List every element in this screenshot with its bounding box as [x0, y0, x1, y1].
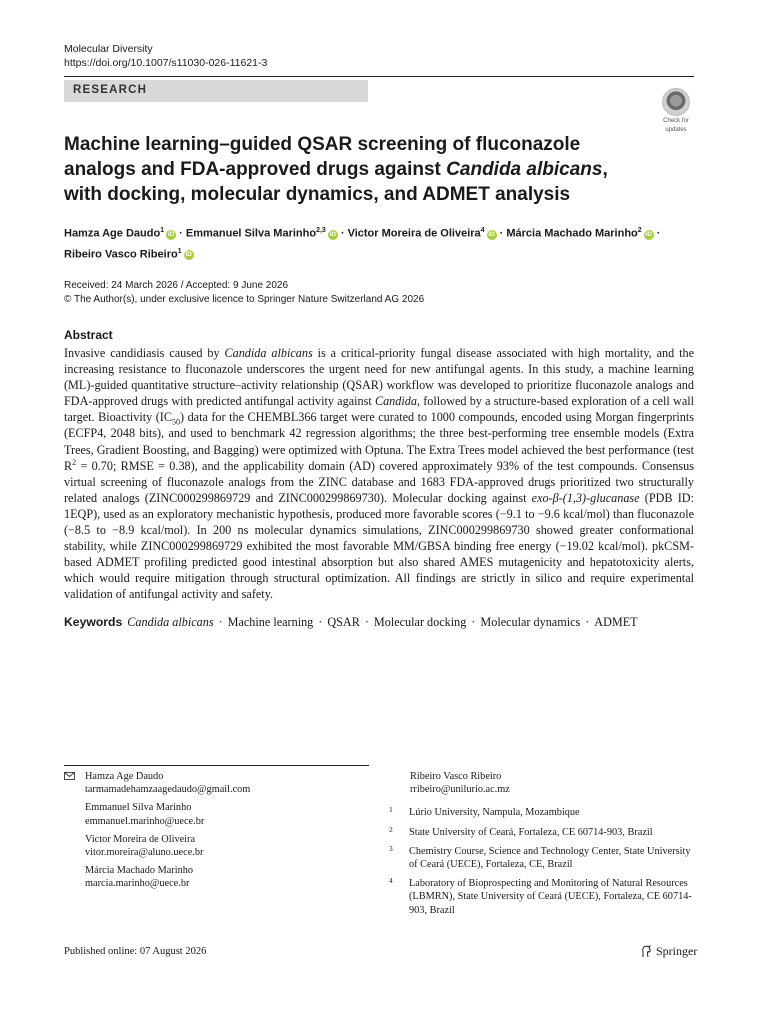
author-affil-sup: 1 — [177, 247, 182, 255]
affiliation-text: State University of Ceará, Fortaleza, CE 60714-903, Brazil — [409, 826, 653, 838]
contact-name: Emmanuel Silva Marinho — [85, 802, 192, 814]
contact-email[interactable]: marcia.marinho@uece.br — [85, 878, 190, 890]
publisher-name: Springer — [656, 944, 698, 958]
updates-caption-1: Check for — [663, 118, 689, 124]
keyword-separator: · — [471, 615, 476, 629]
keywords-heading: Keywords — [64, 615, 123, 629]
updates-badge — [662, 88, 690, 116]
contact-email[interactable]: emmanuel.marinho@uece.br — [85, 815, 205, 827]
article-dates — [64, 279, 424, 307]
received-accepted: Received: 24 March 2026 / Accepted: 9 June 2026 — [64, 280, 289, 291]
title-text-1: Machine learning–guided QSAR screening of fluconazole analogs and FDA-approved drugs against — [64, 134, 581, 180]
author-name[interactable]: Hamza Age Daudo — [64, 227, 161, 240]
author-affil-sup: 2,3 — [316, 227, 326, 234]
contact-entry — [64, 801, 364, 827]
keyword: ADMET — [594, 615, 638, 629]
contact-name: Ribeiro Vasco Ribeiro — [410, 771, 502, 782]
abstract-body — [64, 345, 694, 603]
author-name[interactable]: Márcia Machado Marinho — [506, 227, 638, 240]
affiliation — [389, 845, 699, 871]
title-text-2: , with docking, molecular dynamics, and ADMET analysis — [64, 159, 608, 205]
abstract-text: = 0.70; RMSE = 0.38), and the applicability domain (AD) covered approximately 93% of the test compounds. Consensus virtual screening of fluconazole analogs from the ZINC database and 1683 FDA-approved drugs prioritized two structurally related analogs (ZINC000299869729 and ZINC000299869730). Molecular docking against — [64, 458, 694, 505]
publisher-logo — [640, 944, 697, 959]
keyword-separator: · — [218, 615, 223, 629]
orcid-icon[interactable]: iD — [488, 230, 495, 238]
abstract-superscript: 2 — [72, 457, 77, 467]
affiliation — [389, 877, 699, 917]
abstract-heading: Abstract — [64, 328, 113, 342]
author-name[interactable]: Emmanuel Silva Marinho — [185, 227, 317, 240]
abstract-italic: Candida — [374, 394, 417, 409]
section-label: RESEARCH — [73, 84, 148, 96]
envelope-icon — [64, 772, 75, 780]
author-name[interactable]: Victor Moreira de Oliveira — [347, 227, 481, 240]
abstract-text: , followed by a structure-based exploration of a cell wall target. Bioactivity (IC — [64, 394, 694, 425]
published-online: Published online: 07 August 2026 — [64, 946, 207, 957]
contact-entry — [64, 770, 364, 796]
author-name[interactable]: Ribeiro Vasco Ribeiro — [64, 248, 178, 261]
contact-entry — [64, 833, 364, 859]
keyword-separator: · — [585, 615, 590, 629]
affiliation-number: 4 — [389, 876, 393, 886]
contact-name: Márcia Machado Marinho — [85, 865, 194, 877]
article-title — [64, 132, 644, 207]
journal-name: Molecular Diversity — [64, 43, 153, 55]
copyright-line: © The Author(s), under exclusive licence to Springer Nature Switzerland AG 2026 — [64, 294, 425, 305]
keyword: Molecular dynamics — [480, 615, 581, 629]
abstract-italic: exo-β-(1,3)-glucanase — [531, 490, 640, 505]
author-affil-sup: 1 — [160, 227, 165, 234]
contact-email[interactable]: tarmamadehamzaagedaudo@gmail.com — [85, 784, 251, 796]
abstract-text: (PDB ID: 1EQP), used as an exploratory mechanistic hypothesis, produced more favorable scores (−9.1 to −9.6 kcal/mol) than fluconazole (−8.5 to −8.9 kcal/mol). In 200 ns molecular dynamics simulations, ZINC000299869730 showed greater conformational stability, while ZINC000299869729 exhibited the most favorable MM/GBSA binding free energy (−19.02 kcal/mol). pkCSM-based ADMET profiling predicted good intestinal absorption but also shared AMES mutagenicity and hepatotoxicity alerts, which would require mitigation through structural optimization. All findings are strictly in silico and require experimental validation of antifungal activity and safety. — [64, 490, 694, 602]
contact-email[interactable]: rribeiro@unilurio.ac.mz — [410, 784, 510, 796]
orcid-icon[interactable]: iD — [645, 230, 652, 238]
affiliation-number: 1 — [389, 805, 393, 815]
orcid-icon[interactable]: iD — [167, 230, 175, 238]
keyword: Candida albicans — [127, 615, 214, 629]
abstract-subscript: 50 — [172, 417, 180, 427]
affiliation-text: Chemistry Course, Science and Technology Center, State University of Ceará (UECE), Fortaleza, CE, Brazil — [409, 845, 691, 871]
affiliation — [389, 806, 699, 819]
affiliation-number: 3 — [389, 843, 393, 853]
title-italic: Candida albicans — [446, 159, 603, 180]
keyword: Molecular docking — [373, 615, 467, 629]
author-list: Hamza Age Daudo$^1$iD · Emmanuel Silva Marinho$^{2,3}$iD · Victor Moreira de Oliveira$^4$iD · Márcia Machado Marinho$^2$iD · Ribeiro Vasco Ribeiro$^1$iD — [64, 227, 661, 261]
keyword: Machine learning — [227, 615, 314, 629]
journal-header — [64, 42, 267, 70]
affiliation-text: Laboratory of Bioprospecting and Monitoring of Natural Resources (LBMRN), State University of Ceará (UECE), Fortaleza, CE 60714-903, Brazil — [409, 878, 692, 916]
contact-name: Hamza Age Daudo — [85, 771, 164, 782]
contact-name: Victor Moreira de Oliveira — [85, 833, 196, 845]
abstract-text: is a critical-priority fungal disease associated with high mortality, and the increasing resistance to fluconazole underscores the urgent need for new antifungal agents. In this study, a machine learning (ML)-guided quantitative structure–activity relationship (QSAR) workflow was developed to prioritize fluconazole analogs and FDA-approved drugs with predicted antifungal activity against — [64, 346, 694, 409]
updates-caption-2: updates — [665, 127, 687, 133]
contact-entry — [389, 770, 699, 796]
contact-email[interactable]: vitor.moreira@aluno.uece.br — [85, 847, 204, 859]
orcid-icon[interactable]: iD — [329, 230, 337, 238]
header-rule — [64, 76, 694, 77]
abstract-italic: Candida albicans — [224, 346, 313, 360]
keyword-separator: · — [364, 615, 369, 629]
keyword-separator: · — [318, 615, 323, 629]
contact-entry — [64, 864, 364, 890]
check-for-updates-icon[interactable] — [656, 88, 696, 133]
abstract-text: Invasive candidiasis caused by — [64, 346, 225, 360]
doi-link[interactable]: https://doi.org/10.1007/s11030-026-11621-3 — [64, 57, 268, 69]
keywords-line — [64, 614, 694, 630]
affiliation-text: Lúrio University, Nampula, Mozambique — [409, 807, 580, 819]
springer-horse-icon — [640, 945, 652, 958]
affiliations-column — [389, 770, 699, 923]
author-affil-sup: 2 — [637, 227, 642, 234]
contact-list — [64, 770, 364, 896]
footnote-rule — [64, 765, 369, 766]
affiliation-number: 2 — [389, 824, 393, 834]
section-bar — [64, 80, 368, 102]
author-affil-sup: 4 — [480, 227, 485, 234]
affiliation — [389, 826, 699, 839]
abstract-text: ) data for the CHEMBL366 target were curated to 1000 compounds, encoded using Morgan fingerprints (ECFP4, 2048 bits), and used to benchmark 42 regression algorithms; the three best-performing tree ensemble models (Extra Trees, Gradient Boosting, and Bagging) were optimized with Optuna. The Extra Trees model achieved the best performance (test R — [64, 410, 695, 473]
keyword: QSAR — [327, 615, 360, 629]
orcid-icon[interactable]: iD — [185, 251, 192, 259]
